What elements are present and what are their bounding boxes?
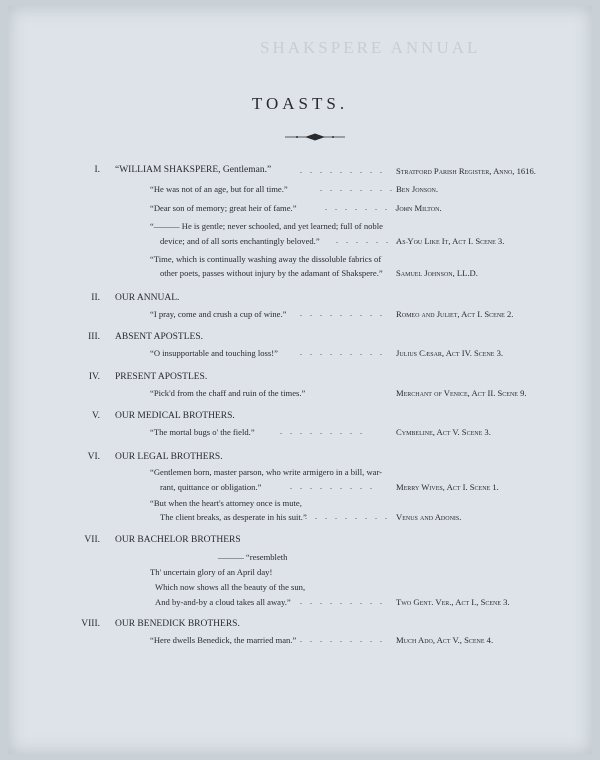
leader-dots: . . . . . . . . .: [290, 482, 375, 491]
quote-source: Julius Cæsar, Act IV. Scene 3.: [396, 348, 504, 358]
quote-source: Merry Wives, Act I. Scene 1.: [396, 482, 499, 492]
leader-dots: . . . . . . . . .: [300, 166, 385, 175]
toast-source: Stratford Parish Register, Anno, 1616.: [396, 166, 536, 176]
toast-heading: OUR LEGAL BROTHERS.: [115, 452, 223, 462]
quote-line: “The mortal bugs o' the field.”: [150, 427, 255, 437]
leader-dots: . . . . . . . . .: [300, 597, 385, 606]
quote-source: Venus and Adonis.: [396, 512, 462, 522]
quote-line: “He was not of an age, but for all time.”: [150, 184, 288, 194]
bleed-through-text: SHAKSPERE ANNUAL: [260, 38, 481, 57]
toast-number: IV.: [88, 372, 100, 382]
quote-source: John Milton.: [396, 203, 442, 213]
toast-heading: OUR MEDICAL BROTHERS.: [115, 411, 235, 421]
quote-source: Romeo and Juliet, Act I. Scene 2.: [396, 309, 514, 319]
leader-dots: . . . . . . . . .: [280, 427, 365, 436]
leader-dots: . . . . . . . . .: [300, 309, 385, 318]
leader-dots: . . . . . . . . .: [305, 512, 390, 521]
toast-number: VII.: [84, 535, 100, 545]
quote-line: “Gentlemen born, master parson, who write armigero in a bill, war-: [150, 467, 383, 477]
leader-dots: . . . . . . . . .: [320, 184, 405, 193]
leader-dots: . . . . . . . . .: [300, 348, 385, 357]
quote-source: Much Ado, Act V., Scene 4.: [396, 635, 494, 645]
quote-source: As You Like It, Act I. Scene 3.: [396, 236, 505, 246]
leader-dots: . . . . . . . . .: [325, 203, 410, 212]
leader-dots: . . . . . . . . .: [300, 635, 385, 644]
quote-line: “——— He is gentle; never schooled, and yet learned; full of noble: [150, 221, 383, 231]
quote-line: “Dear son of memory; great heir of fame.”: [150, 203, 297, 213]
quote-line: rant, quittance or obligation.”: [160, 482, 262, 492]
toast-number: II.: [91, 293, 100, 303]
quote-line: device; and of all sorts enchantingly beloved.”: [160, 236, 320, 246]
toast-heading: PRESENT APOSTLES.: [115, 372, 208, 382]
quote-source: Ben Jonson.: [396, 184, 439, 194]
toast-heading: OUR BENEDICK BROTHERS.: [115, 619, 240, 629]
toast-number: V.: [91, 411, 100, 421]
toast-number: I.: [94, 165, 100, 175]
toast-heading: ABSENT APOSTLES.: [115, 332, 203, 342]
toast-heading: “WILLIAM SHAKSPERE, Gentleman.”: [115, 165, 272, 175]
quote-source: Samuel Johnson, LL.D.: [396, 268, 478, 278]
quote-line: “Pick'd from the chaff and ruin of the times.”: [150, 388, 306, 398]
toast-number: VI.: [87, 452, 100, 462]
quote-line: other poets, passes without injury by the adamant of Shakspere.”: [160, 268, 383, 278]
quote-source: Two Gent. Ver., Act I., Scene 3.: [396, 597, 510, 607]
quote-line: The client breaks, as desperate in his suit.”: [160, 512, 307, 522]
toast-heading: OUR ANNUAL.: [115, 293, 180, 303]
leader-dots: . . . . . . . . .: [336, 236, 421, 245]
toast-number: VIII.: [81, 619, 100, 629]
quote-line: “I pray, come and crush a cup of wine.”: [150, 309, 287, 319]
quote-line: “Here dwells Benedick, the married man.”: [150, 635, 297, 645]
quote-line: “O insupportable and touching loss!”: [150, 348, 278, 358]
quote-source: Merchant of Venice, Act II. Scene 9.: [396, 388, 527, 398]
ornament-rule-icon: [283, 132, 347, 142]
quote-line: “Time, which is continually washing away the dissoluble fabrics of: [150, 254, 382, 264]
quote-source: Cymbeline, Act V. Scene 3.: [396, 427, 491, 437]
quote-line: “But when the heart's attorney once is mute,: [150, 498, 302, 508]
quote-line: Th' uncertain glory of an April day!: [150, 567, 273, 577]
quote-line: And by-and-by a cloud takes all away.”: [155, 597, 291, 607]
quote-line: Which now shows all the beauty of the sun,: [155, 582, 306, 592]
toast-number: III.: [88, 332, 100, 342]
toast-heading: OUR BACHELOR BROTHERS: [115, 535, 241, 545]
quote-line: ——— “resembleth: [218, 552, 288, 562]
page-title: TOASTS.: [251, 94, 349, 113]
